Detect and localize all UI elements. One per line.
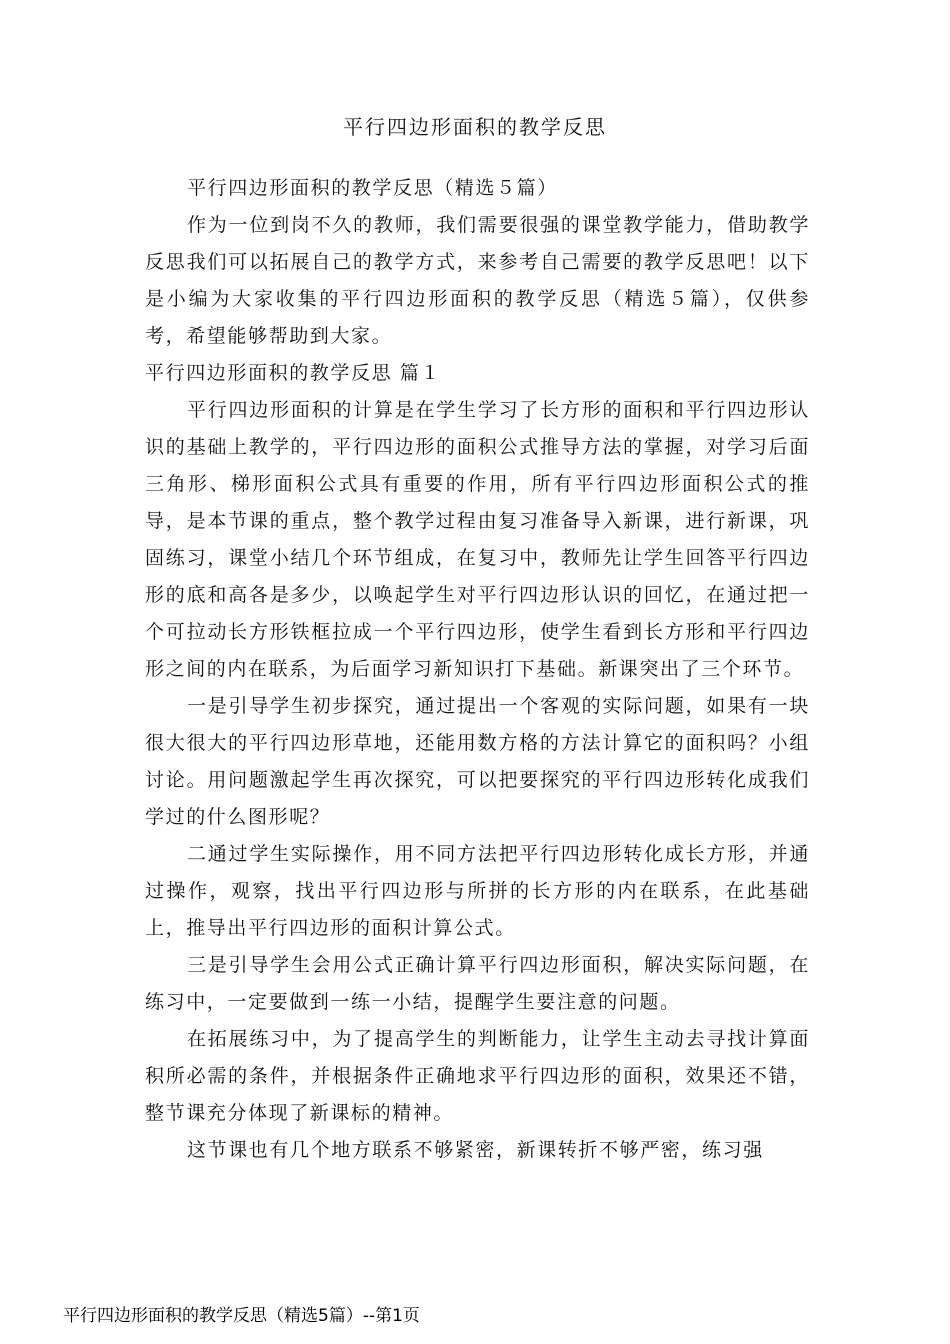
document-title: 平行四边形面积的教学反思 [343,115,607,139]
paragraph: 平行四边形面积的计算是在学生学习了长方形的面积和平行四边形认识的基础上教学的，平行四边形的面积公式推导方法的掌握，对学习后面三角形、梯形面积公式具有重要的作用，所有平行四边形面积公式的推导，是本节课的重点，整个教学过程由复习准备导入新课，进行新课，巩固练习，课堂小结几个环节组成，在复习中，教师先让学生回答平行四边形的底和高各是多少，以唤起学生对平行四边形认识的回忆，在通过把一个可拉动长方形铁框拉成一个平行四边形，使学生看到长方形和平行四边形之间的内在联系，为后面学习新知识打下基础。新课突出了三个环节。 [145,399,810,680]
paragraph: 一是引导学生初步探究，通过提出一个客观的实际问题，如果有一块很大很大的平行四边形草地，还能用数方格的方法计算它的面积吗？小组讨论。用问题激起学生再次探究，可以把要探究的平行四边形转化成我们学过的什么图形呢？ [145,695,810,828]
paragraph-intro: 作为一位到岗不久的教师，我们需要很强的课堂教学能力，借助教学反思我们可以拓展自己的教学方式，来参考自己需要的教学反思吧！以下是小编为大家收集的平行四边形面积的教学反思（精选５篇），仅供参考，希望能够帮助到大家。 [145,214,810,347]
paragraph: 三是引导学生会用公式正确计算平行四边形面积，解决实际问题，在练习中，一定要做到一练一小结，提醒学生要注意的问题。 [145,954,810,1013]
paragraph: 在拓展练习中，为了提高学生的判断能力，让学生主动去寻找计算面积所必需的条件，并根据条件正确地求平行四边形的面积，效果还不错，整节课充分体现了新课标的精神。 [145,1028,810,1124]
section-heading: 平行四边形面积的教学反思 篇１ [145,362,442,384]
document-body [145,170,810,1169]
paragraph: 这节课也有几个地方联系不够紧密，新课转折不够严密，练习强 [187,1139,764,1161]
paragraph: 二通过学生实际操作，用不同方法把平行四边形转化成长方形，并通过操作，观察，找出平行四边形与所拼的长方形的内在联系，在此基础上，推导出平行四边形的面积计算公式。 [145,843,810,939]
page-footer: 平行四边形面积的教学反思（精选5篇）--第1页 [63,1306,420,1326]
paragraph-subtitle: 平行四边形面积的教学反思（精选５篇） [187,177,558,199]
